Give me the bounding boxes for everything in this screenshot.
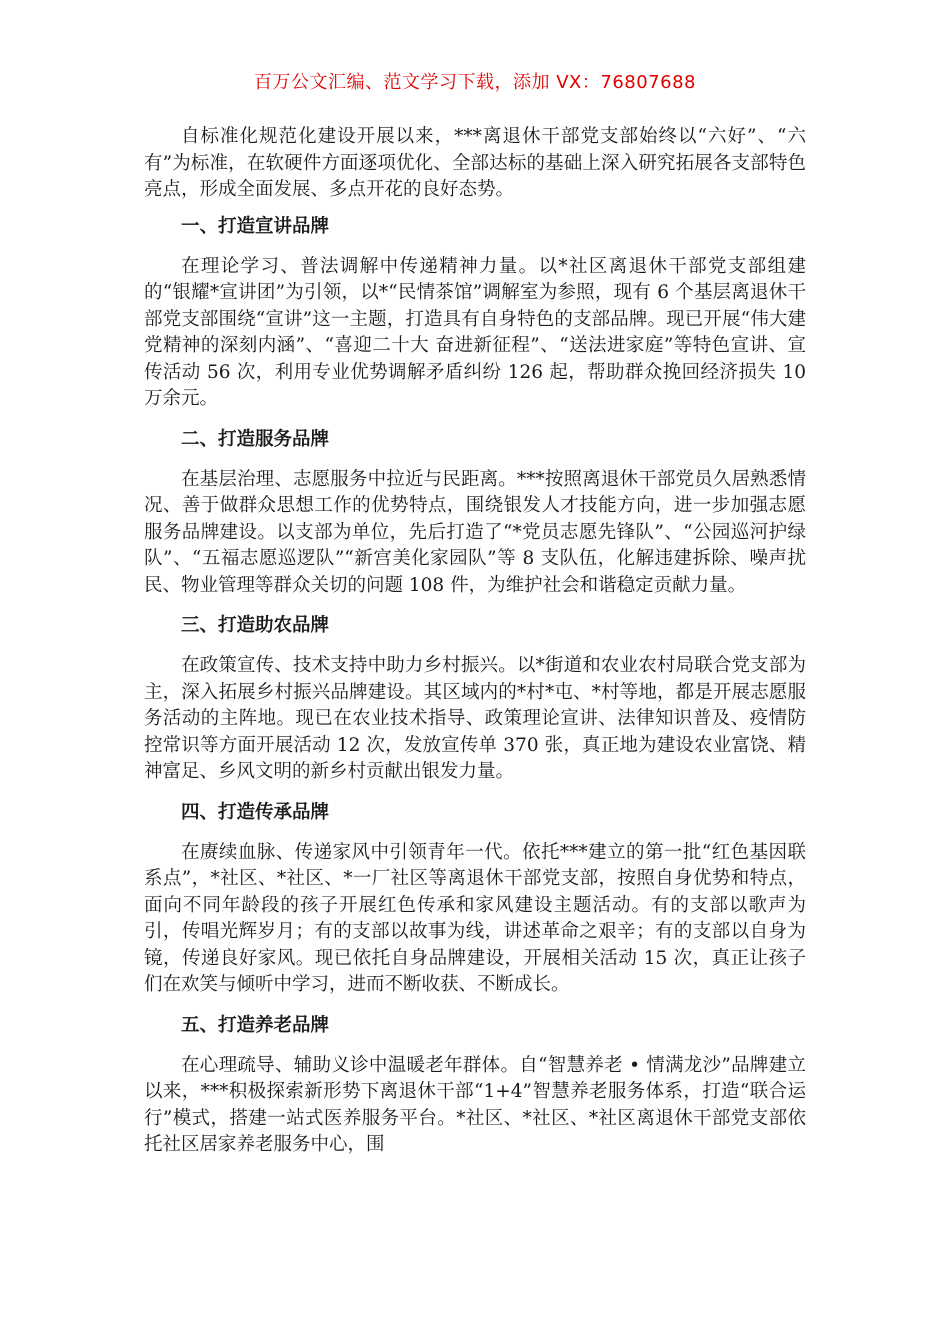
- section-body-3: 在政策宣传、技术支持中助力乡村振兴。以*街道和农业农村局联合党支部为主，深入拓展乡村振兴品牌建设。其区域内的*村*屯、*村等地，都是开展志愿服务活动的主阵地。现已在农业技术指导、政策理论宣讲、法律知识普及、疫情防控常识等方面开展活动 12 次，发放宣传单 370 张，真正地为建设农业富饶、精神富足、乡风文明的新乡村贡献出银发力量。: [144, 655, 806, 782]
- section-body-4: 在赓续血脉、传递家风中引领青年一代。依托***建立的第一批“红色基因联系点”，*社区、*社区、*一厂社区等离退休干部党支部，按照自身优势和特点，面向不同年龄段的孩子开展红色传承和家风建设主题活动。有的支部以歌声为引，传唱光辉岁月；有的支部以故事为线，讲述革命之艰辛；有的支部以自身为镜，传递良好家风。现已依托自身品牌建设，开展相关活动 15 次，真正让孩子们在欢笑与倾听中学习，进而不断收获、不断成长。: [144, 841, 806, 995]
- watermark-banner: 百万公文汇编、范文学习下载，添加 VX：76807688: [254, 72, 696, 93]
- section-body-1: 在理论学习、普法调解中传递精神力量。以*社区离退休干部党支部组建的“银耀*宣讲团”为引领，以*“民情茶馆”调解室为参照，现有 6 个基层离退休干部党支部围绕“宣讲”这一主题，打造具有自身特色的支部品牌。现已开展“伟大建党精神的深刻内涵”、“喜迎二十大 奋进新征程”、“送法进家庭”等特色宣讲、宣传活动 56 次，利用专业优势调解矛盾纠纷 126 起，帮助群众挽回经济损失 10 万余元。: [144, 255, 806, 409]
- section-heading-5: 五、打造养老品牌: [181, 1014, 330, 1036]
- intro-paragraph: 自标准化规范化建设开展以来，***离退休干部党支部始终以“六好”、“六有”为标准，在软硬件方面逐项优化、全部达标的基础上深入研究拓展各支部特色亮点，形成全面发展、多点开花的良好态势。: [144, 126, 806, 200]
- section-body-5: 在心理疏导、辅助义诊中温暖老年群体。自“智慧养老 • 情满龙沙”品牌建立以来，***积极探索新形势下离退休干部“1+4”智慧养老服务体系，打造“联合运行”模式，搭建一站式医养服务平台。*社区、*社区、*社区离退休干部党支部依托社区居家养老服务中心，围: [144, 1054, 806, 1155]
- section-heading-1: 一、打造宣讲品牌: [181, 215, 330, 237]
- section-heading-2: 二、打造服务品牌: [181, 428, 330, 450]
- section-heading-4: 四、打造传承品牌: [181, 801, 330, 823]
- section-body-2: 在基层治理、志愿服务中拉近与民距离。***按照离退休干部党员久居熟悉情况、善于做群众思想工作的优势特点，围绕银发人才技能方向，进一步加强志愿服务品牌建设。以支部为单位，先后打造了“*党员志愿先锋队”、“公园巡河护绿队”、“五福志愿巡逻队”“新宫美化家园队”等 8 支队伍，化解违建拆除、噪声扰民、物业管理等群众关切的问题 108 件，为维护社会和谐稳定贡献力量。: [144, 468, 806, 596]
- document-body: [144, 124, 806, 1159]
- section-heading-3: 三、打造助农品牌: [181, 615, 330, 636]
